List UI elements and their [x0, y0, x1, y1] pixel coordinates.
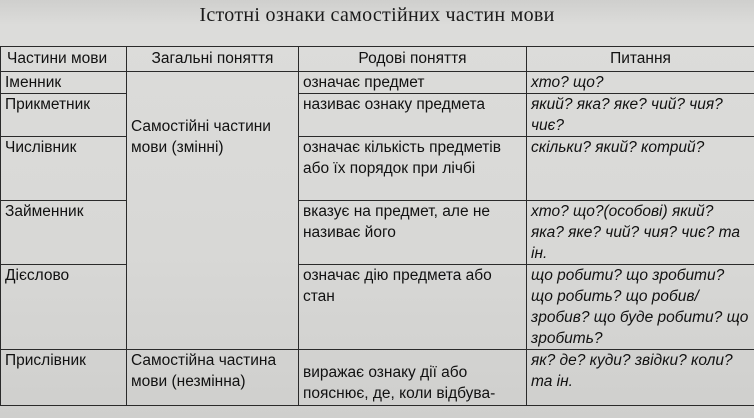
- table-row: [1, 72, 754, 94]
- questions: хто? що?: [527, 72, 754, 94]
- questions: як? де? куди? звідки? коли? та ін.: [527, 350, 754, 406]
- part-name: Займенник: [1, 201, 127, 265]
- header-parts: Частини мови: [1, 47, 127, 72]
- parts-of-speech-table: [0, 46, 754, 406]
- generic-concept: означає дію предмета або стан: [299, 265, 527, 350]
- table-row: [1, 265, 754, 350]
- general-concept-changeable: [127, 72, 299, 350]
- questions: який? яка? яке? чий? чия? чиє?: [527, 94, 754, 137]
- header-generic: Родові поняття: [299, 47, 527, 72]
- table-row: [1, 94, 754, 137]
- table-header-row: [1, 47, 754, 72]
- generic-concept: означає кількість предметів або їх порядок при лічбі: [299, 137, 527, 201]
- generic-concept: вказує на предмет, але не називає його: [299, 201, 527, 265]
- general-concept-changeable-text: Самостійні частини мови (змінні): [131, 118, 271, 156]
- part-name: Дієслово: [1, 265, 127, 350]
- questions: скільки? який? котрий?: [527, 137, 754, 201]
- table-row: [1, 201, 754, 265]
- header-general: Загальні поняття: [127, 47, 299, 72]
- part-name: Прислівник: [1, 350, 127, 406]
- questions: що робити? що зробити? що робить? що робив/зробив? що буде робити? що зробить?: [527, 265, 754, 350]
- generic-concept: називає ознаку предмета: [299, 94, 527, 137]
- generic-concept: [299, 350, 527, 406]
- page-title: Істотні ознаки самостійних частин мови: [199, 4, 555, 26]
- header-questions: Питання: [527, 47, 754, 72]
- part-name: Прикметник: [1, 94, 127, 137]
- generic-concept: означає предмет: [299, 72, 527, 94]
- part-name: Іменник: [1, 72, 127, 94]
- generic-concept-text: виражає ознаку дії або пояснює, де, коли відбува-: [303, 364, 496, 402]
- part-name: Числівник: [1, 137, 127, 201]
- table-row: [1, 137, 754, 201]
- questions: хто? що?(особові) який? яка? яке? чий? чия? чиє? та ін.: [527, 201, 754, 265]
- table-row: [1, 350, 754, 406]
- general-concept-unchangeable: Самостійна частина мови (незмінна): [127, 350, 299, 406]
